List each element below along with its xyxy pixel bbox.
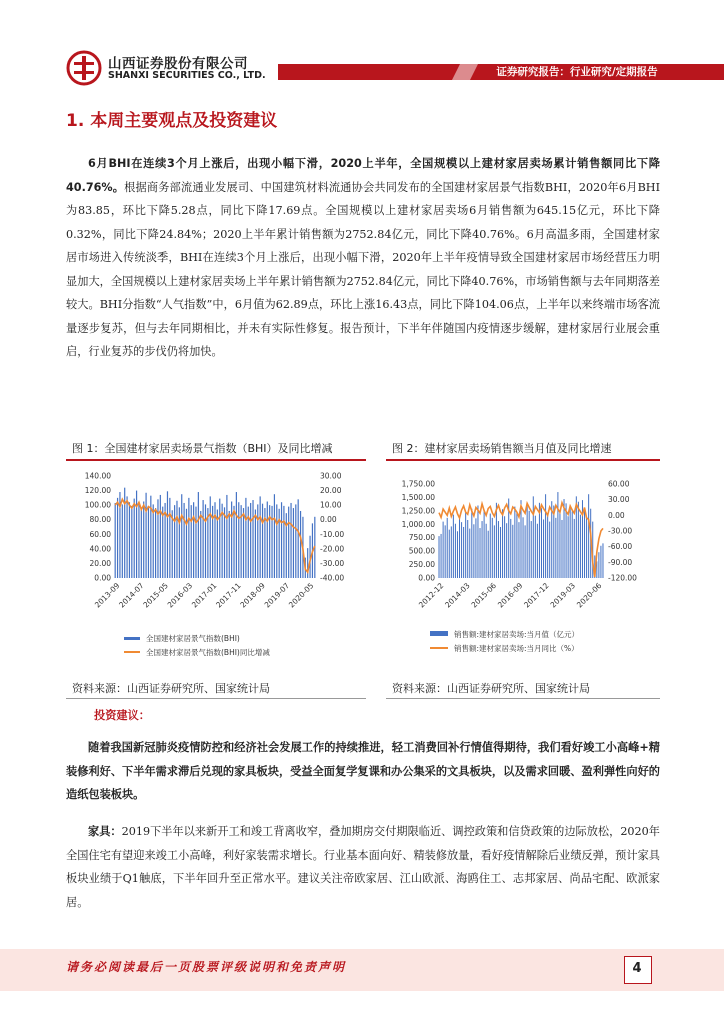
report-type-label: 证券研究报告：行业研究/定期报告 [496, 66, 658, 78]
figure1-bar [188, 498, 189, 578]
figure1-x-tick: 2018-09 [238, 581, 267, 610]
figure2-bar [537, 524, 538, 578]
figure2-x-tick: 2017-12 [522, 581, 551, 610]
figure2-bar [531, 521, 532, 578]
summary-paragraph [66, 152, 660, 364]
figure2-bar [465, 512, 466, 578]
figure2-bar [600, 546, 601, 578]
figure2-legend-bar: 销售额:建材家居卖场:当月值（亿元） [454, 630, 580, 639]
figure1-bar [122, 504, 123, 578]
figure2-bar [494, 525, 495, 578]
figure1-y-left-tick: 80.00 [89, 515, 111, 525]
figure2-bar [459, 516, 460, 578]
figure1-bar [260, 496, 261, 578]
figure2-bar [580, 515, 581, 578]
figure2-bar [584, 510, 585, 578]
figure1-bar [184, 503, 185, 578]
figure2-bar [455, 524, 456, 578]
figure2-bar [502, 509, 503, 578]
figure2-bar [492, 518, 493, 578]
figure2-y-right-tick: 30.00 [608, 495, 630, 505]
figure1-y-right-tick: -40.00 [320, 573, 345, 583]
figure1-bar [257, 504, 258, 578]
figure1-bar [129, 502, 130, 578]
figure2-bar [490, 514, 491, 578]
figure2-bar [484, 511, 485, 578]
figure2-bar [504, 516, 505, 578]
figure2-x-tick: 2012-12 [416, 581, 446, 610]
figure2-bar [488, 531, 489, 578]
figure1-bar [145, 493, 146, 578]
figure2-bar [533, 496, 534, 578]
figure2-bar [439, 536, 440, 578]
figure2-bar [557, 492, 558, 578]
figure1-y-right-tick: -30.00 [320, 558, 345, 568]
figure1-bar [214, 502, 215, 578]
furniture-body: 2019下半年以来新开工和竣工背离收窄，叠加期房交付期限临近、调控政策和信贷政策的边际放松，2020年全国住宅有望迎来竣工小高峰，利好家装需求增长。行业基本面向好、精装修放量，看好疫情解除后业绩反弹，预计家具板块业绩于Q1触底，下半年回升至正常水平。建议关注帝欧家居、江山欧派、海鸥住工、志邦家居、尚品宅配、欧派家居。 [66, 825, 660, 909]
figure1-bar [295, 504, 296, 578]
figure2-legend-bar-swatch [430, 631, 448, 636]
figure2-bar [443, 522, 444, 578]
figure2-bar [551, 501, 552, 578]
figure2-y-left-tick: 1,500.00 [401, 492, 435, 502]
figure2-bar [527, 504, 528, 578]
figure1-bar [160, 495, 161, 578]
figure1-bar [283, 506, 284, 578]
figure1-bar [243, 508, 244, 578]
figure2-y-left-tick: 1,000.00 [401, 519, 435, 529]
figure1-x-tick: 2017-01 [189, 581, 219, 610]
figure2-bar [586, 517, 587, 578]
furniture-paragraph [66, 820, 660, 914]
figure1-bar [288, 507, 289, 578]
figure2-bar [588, 494, 589, 578]
figure2-bar [445, 525, 446, 578]
figure2-bar [549, 522, 550, 578]
figure2-bar [578, 502, 579, 578]
figure2-bar [506, 523, 507, 578]
figure2-bar [486, 524, 487, 578]
figure1-bar [203, 500, 204, 578]
figure1-x-tick: 2016-03 [165, 581, 195, 610]
figure1-bar [286, 513, 287, 578]
figure1-legend-line: 全国建材家居景气指数(BHI)同比增减 [146, 648, 270, 657]
figure2-bar [510, 519, 511, 578]
figure1-bar [136, 491, 137, 578]
figure1-bar [141, 507, 142, 578]
figure1-bar [252, 500, 253, 578]
figure2-bar [555, 518, 556, 578]
figure1-source: 资料来源：山西证券研究所、国家统计局 [72, 682, 270, 695]
figure1-x-tick: 2017-11 [214, 581, 243, 610]
figure2-legend-line-swatch [430, 647, 448, 649]
figure2-bar [467, 520, 468, 578]
figure2-bar [523, 517, 524, 578]
figure2-bar [561, 520, 562, 578]
figure1-bar [193, 502, 194, 578]
figure1-bar [179, 507, 180, 578]
figure1-bar [162, 507, 163, 578]
figure2-bar [461, 522, 462, 578]
figure2-bar [535, 516, 536, 578]
figure2-y-left-tick: 500.00 [408, 546, 435, 556]
figure2-y-right-tick: -30.00 [608, 526, 633, 536]
figure2-bar [449, 530, 450, 578]
figure2-bar [541, 508, 542, 578]
figure2-bar [457, 531, 458, 578]
figure1-bar [181, 494, 182, 578]
figure2-bar [553, 505, 554, 578]
figure2-divider [386, 459, 660, 461]
figure1-bar [117, 498, 118, 578]
figure2-bar [482, 521, 483, 578]
figure1-bar [238, 502, 239, 578]
figure2-bar [543, 519, 544, 578]
figure1-bar [219, 499, 220, 578]
figure2-y-left-tick: 0.00 [418, 573, 435, 583]
figure1-divider [66, 459, 366, 461]
figure1-bar [198, 492, 199, 578]
figure1-x-tick: 2013-09 [92, 581, 122, 610]
figure1-title: 图 1：全国建材家居卖场景气指数（BHI）及同比增减 [72, 442, 333, 455]
figure2-bar [480, 528, 481, 578]
figure1-bar [231, 502, 232, 579]
figure2-bar [500, 527, 501, 578]
figure1-bar [131, 506, 132, 578]
footer-disclaimer: 请务必阅读最后一页股票评级说明和免责声明 [66, 960, 347, 974]
summary-lead: 6月BHI在连续3个月上涨后，出现小幅下滑，2020上半年，全国规模以上建材家居卖场累计销售额同比下降 40.76%。 [66, 157, 660, 194]
figure2-y-right-tick: -90.00 [608, 557, 633, 567]
figure2-bar [564, 499, 565, 578]
figure1-bar [236, 492, 237, 578]
figure1-y-right-tick: 10.00 [320, 500, 342, 510]
figure2-bar [441, 534, 442, 578]
figure2-bar [496, 503, 497, 578]
figure2-bar [525, 525, 526, 578]
figure2-y-right-tick: 60.00 [608, 479, 630, 489]
figure1-bar [290, 503, 291, 578]
figure1-bar [274, 494, 275, 578]
figure2-title: 图 2：建材家居卖场销售额当月值及同比增速 [392, 442, 612, 455]
figure2-bar [572, 511, 573, 578]
figure2-bar [545, 494, 546, 578]
figure1-y-right-tick: 0.00 [320, 515, 337, 525]
figure2-chart [386, 465, 660, 675]
company-name-cn: 山西证券股份有限公司 [108, 56, 248, 72]
figure2-bar [559, 513, 560, 578]
figure2-x-tick: 2020-06 [574, 581, 604, 610]
figure2-y-right-tick: -120.00 [608, 573, 637, 583]
figure2-bar [598, 552, 599, 578]
figure2-bar [529, 511, 530, 578]
figure2-bar [471, 509, 472, 578]
figure2-bar [516, 513, 517, 578]
figure1-legend-bar: 全国建材家居景气指数(BHI) [146, 634, 240, 643]
figure1-bar [157, 499, 158, 578]
figure1-x-tick: 2015-05 [141, 581, 170, 610]
figure2-x-tick: 2014-03 [443, 581, 472, 610]
figure1-bar [138, 504, 139, 578]
invest-summary [66, 736, 660, 807]
figure1-bar [271, 506, 272, 578]
figure2-y-right-tick: 0.00 [608, 510, 625, 520]
figure2-y-left-tick: 250.00 [408, 560, 435, 570]
figure1-bar [250, 503, 251, 578]
figure2-y-left-tick: 1,750.00 [401, 479, 435, 489]
figure1-y-left-tick: 140.00 [84, 471, 111, 481]
figure1-y-left-tick: 20.00 [89, 558, 111, 568]
figure2-bar [566, 503, 567, 578]
figure1-bar [148, 506, 149, 578]
figure1-y-left-tick: 100.00 [84, 500, 111, 510]
figure2-x-tick: 2015-06 [469, 581, 499, 610]
invest-label: 投资建议： [94, 709, 150, 722]
figure1-y-left-tick: 40.00 [89, 544, 111, 554]
figure1-x-tick: 2019-07 [262, 581, 292, 610]
figure2-bar [514, 507, 515, 578]
section-title: 1. 本周主要观点及投资建议 [66, 111, 278, 131]
figure1-bar [233, 506, 234, 578]
figure1-y-right-tick: -10.00 [320, 529, 345, 539]
figure2-bar [512, 525, 513, 578]
figure1-bar [176, 501, 177, 578]
figure2-bar [453, 515, 454, 578]
figure1-bar [191, 505, 192, 578]
furniture-label: 家具： [88, 825, 122, 838]
figure1-bar [226, 495, 227, 578]
figure1-bar [224, 507, 225, 578]
figure2-bar [570, 505, 571, 578]
figure1-bar [174, 505, 175, 578]
figure1-bar [126, 496, 127, 578]
figure1-chart [66, 465, 366, 675]
figure1-bar [276, 504, 277, 578]
figure2-bar [447, 518, 448, 578]
figure2-bar [469, 529, 470, 578]
figure1-bar [186, 509, 187, 578]
figure1-bar [281, 502, 282, 578]
figure2-y-left-tick: 750.00 [408, 533, 435, 543]
figure2-bar [475, 518, 476, 578]
figure2-bar [602, 543, 603, 578]
figure2-bar [518, 522, 519, 578]
figure1-bar [205, 504, 206, 578]
figure1-bar [300, 511, 301, 578]
figure2-bar [498, 521, 499, 578]
figure1-y-left-tick: 60.00 [89, 529, 111, 539]
figure1-bar [172, 510, 173, 578]
figure2-source: 资料来源：山西证券研究所、国家统计局 [392, 682, 590, 695]
figure2-bar [451, 526, 452, 578]
figure2-y-right-tick: -60.00 [608, 542, 633, 552]
figure1-y-right-tick: 20.00 [320, 486, 342, 496]
page-number: 4 [632, 961, 642, 976]
figure1-bar [229, 511, 230, 578]
figure1-bar [169, 498, 170, 578]
figure2-y-left-tick: 1,250.00 [401, 506, 435, 516]
figure1-legend-line-swatch [124, 651, 140, 653]
figure1-source-divider [66, 698, 366, 699]
figure1-bar [298, 499, 299, 578]
figure1-bar [200, 511, 201, 578]
figure2-source-divider [386, 698, 660, 699]
company-name-en: SHANXI SECURITIES CO., LTD. [108, 70, 266, 81]
figure1-bar [167, 491, 168, 578]
figure1-y-right-tick: -20.00 [320, 544, 345, 554]
figure2-bar [574, 519, 575, 578]
figure2-bar [463, 527, 464, 578]
figure1-x-tick: 2020-05 [286, 581, 316, 610]
figure1-bar [262, 504, 263, 578]
figure1-bar [255, 510, 256, 578]
figure2-x-tick: 2016-09 [495, 581, 525, 610]
figure1-bar [153, 504, 154, 578]
figure1-bar [115, 503, 116, 578]
figure2-bar [473, 524, 474, 578]
figure1-bar [143, 502, 144, 579]
figure1-y-left-tick: 120.00 [84, 486, 111, 496]
summary-body: 根据商务部流通业发展司、中国建筑材料流通协会共同发布的全国建材家居景气指数BHI，2020年6月BHI为83.85，环比下降5.28点，同比下降17.69点。全国规模以上建材家居卖场6月销售额为645.15亿元，环比下降0.32%，同比下降24.84%；2020上半年累计销售额为2752.84亿元，同比下降40.76%。6月高温多雨，全国建材家居市场进入传统淡季，BHI在连续3个月上涨后，出现小幅下滑，2020年上半年疫情导致全国建材家居市场经营压力明显加大，全国规模以上建材家居卖场上半年累计销售额为2752.84亿元，同比下降40.76%，市场销售额与去年同期落差较大。BHI分指数“人气指数”中，6月值为62.89点，环比上涨16.43点，同比下降104.06点，上半年以来终端市场客流量逐步复苏，但与去年同期相比，并未有实际性修复。报告预计，下半年伴随国内疫情逐步缓解，建材家居行业展会重启，行业复苏的步伐仍将加快。 [66, 180, 660, 358]
figure1-bar [195, 507, 196, 578]
figure1-y-right-tick: 30.00 [320, 471, 342, 481]
figure2-bar [547, 515, 548, 578]
figure1-bar [267, 502, 268, 579]
figure2-x-tick: 2019-03 [548, 581, 578, 610]
figure2-legend-line: 销售额:建材家居卖场:当月同比（%） [454, 644, 579, 653]
invest-bold-text: 随着我国新冠肺炎疫情防控和经济社会发展工作的持续推进，轻工消费回补行情值得期待，我们看好竣工小高峰+精装修利好、下半年需求滞后兑现的家具板块，受益全面复学复课和办公集采的文具板块，以及需求回暖、盈利弹性向好的造纸包装板块。 [66, 741, 660, 801]
figure1-legend-bar-swatch [124, 637, 140, 640]
figure1-bar [210, 496, 211, 578]
figure1-bar [245, 498, 246, 578]
figure2-bar [568, 516, 569, 578]
figure1-bar [293, 508, 294, 578]
figure1-bar [155, 508, 156, 578]
figure1-y-left-tick: 0.00 [94, 573, 111, 583]
figure1-bar [124, 488, 125, 578]
figure2-bar [477, 505, 478, 578]
figure1-bar [134, 499, 135, 578]
figure1-x-tick: 2014-07 [117, 581, 146, 610]
